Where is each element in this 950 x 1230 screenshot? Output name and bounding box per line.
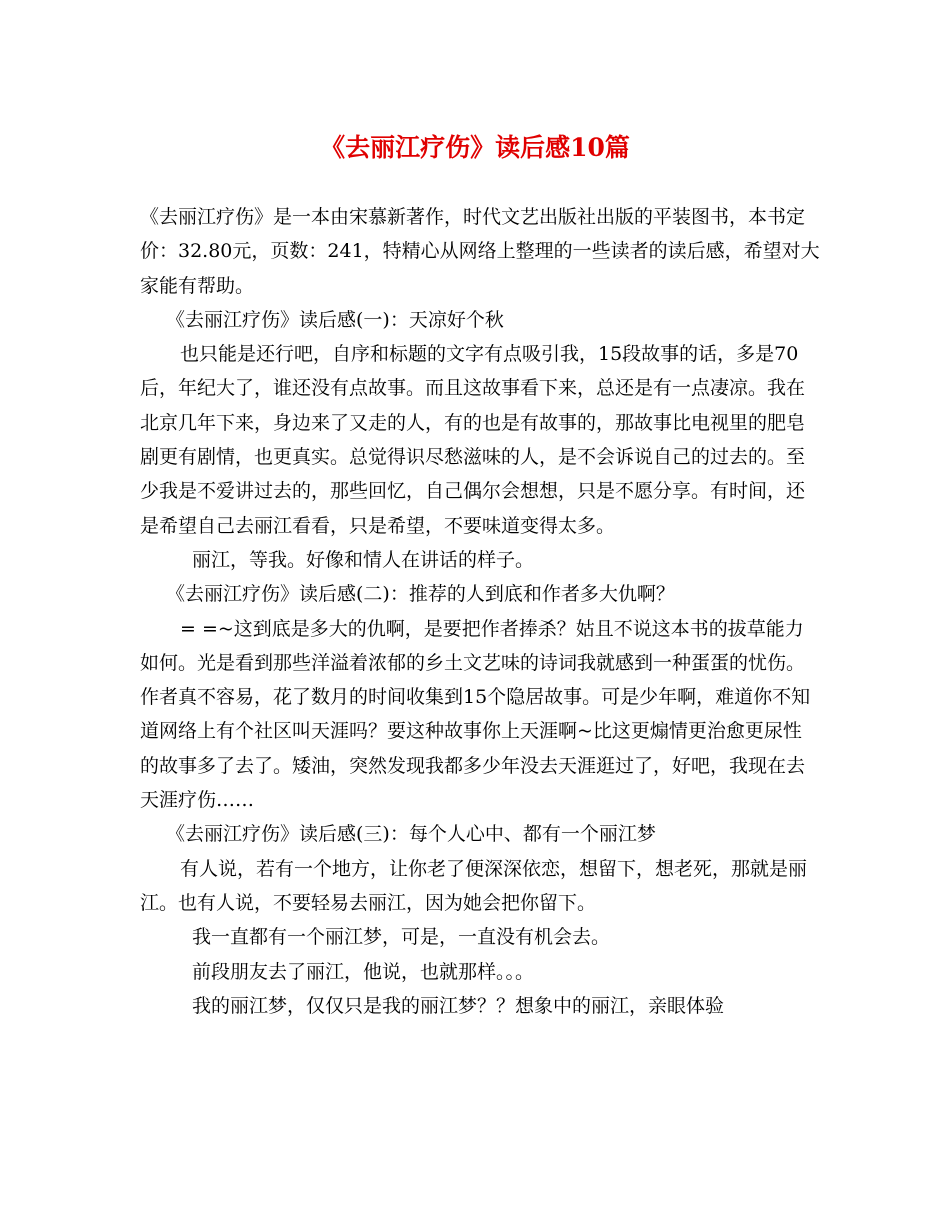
review-paragraph: 我一直都有一个丽江梦，可是，一直没有机会去。 bbox=[192, 926, 611, 949]
review-paragraph: 有人说，若有一个地方，让你老了便深深依恋，想留下，想老死，那就是丽江。也有人说，不要轻易去丽江，因为她会把你留下。 bbox=[140, 857, 808, 914]
document-body bbox=[140, 200, 820, 1023]
review-paragraph: 前段朋友去了丽江，他说，也就那样。。。 bbox=[192, 960, 535, 983]
review-paragraph: 我的丽江梦，仅仅只是我的丽江梦？？想象中的丽江，亲眼体验 bbox=[192, 994, 725, 1017]
document-title: 《去丽江疗伤》读后感10篇 bbox=[320, 133, 630, 162]
review-paragraph: = =~这到底是多大的仇啊，是要把作者捧杀？姑且不说这本书的拔草能力如何。光是看到那些洋溢着浓郁的乡土文艺味的诗词我就感到一种蛋蛋的忧伤。作者真不容易，花了数月的时间收集到15个隐居故事。可是少年啊，难道你不知道网络上有个社区叫天涯吗？要这种故事你上天涯啊~比这更煽情更治愈更尿性的故事多了去了。矮油，突然发现我都多少年没去天涯逛过了，好吧，我现在去天涯疗伤…… bbox=[140, 617, 811, 812]
review-heading-1: 《去丽江疗伤》读后感(一)：天凉好个秋 bbox=[166, 308, 504, 331]
review-paragraph: 也只能是还行吧，自序和标题的文字有点吸引我，15段故事的话，多是70后，年纪大了，谁还没有点故事。而且这故事看下来，总还是有一点凄凉。我在北京几年下来，身边来了又走的人，有的也是有故事的，那故事比电视里的肥皂剧更有剧情，也更真实。总觉得识尽愁滋味的人，是不会诉说自己的过去的。至少我是不爱讲过去的，那些回忆，自己偶尔会想想，只是不愿分享。有时间，还是希望自己去丽江看看，只是希望，不要味道变得太多。 bbox=[140, 343, 806, 537]
intro-paragraph: 《去丽江疗伤》是一本由宋慕新著作，时代文艺出版社出版的平装图书，本书定价：32.80元，页数：241，特精心从网络上整理的一些读者的读后感，希望对大家能有帮助。 bbox=[140, 206, 820, 297]
review-paragraph: 丽江，等我。好像和情人在讲话的样子。 bbox=[192, 548, 535, 571]
review-heading-2: 《去丽江疗伤》读后感(二)：推荐的人到底和作者多大仇啊？ bbox=[166, 583, 675, 606]
review-heading-3: 《去丽江疗伤》读后感(三)：每个人心中、都有一个丽江梦 bbox=[166, 823, 656, 846]
